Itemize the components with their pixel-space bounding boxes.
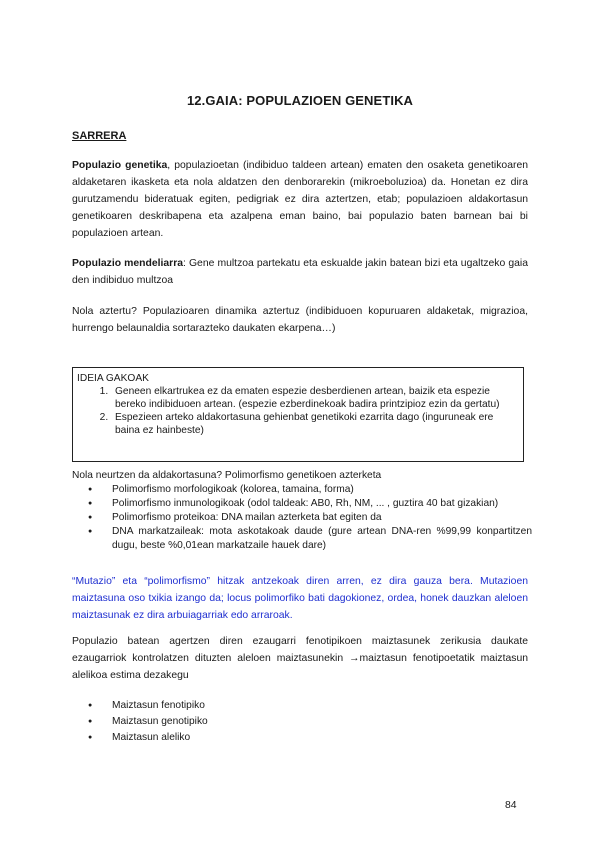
key-ideas-box	[72, 367, 524, 462]
paragraph-population-genetics	[72, 157, 528, 242]
list-item: ● Polimorfismo inmunologikoak (odol taldeak: AB0, Rh, NM, ... , guztira 40 bat gizakian)	[106, 497, 532, 511]
term-mendelian-population: Populazio mendeliarra	[72, 258, 184, 269]
paragraph-mendelian-population	[72, 255, 528, 289]
page-number: 84	[505, 800, 517, 811]
section-heading: SARRERA	[72, 130, 127, 142]
frequency-section	[72, 698, 532, 746]
polymorphism-list	[72, 483, 532, 553]
polymorphism-section	[72, 469, 532, 553]
paragraph-frequencies: Populazio batean agertzen diren ezaugarri fenotipikoen maiztasunek zerikusia daukate ezaugarriok kontrolatzen dituzten aleloen maiztasunekin →maiztasun fenotipoetatik maiztasun alelikoa estima dezakegu	[72, 636, 528, 681]
key-idea-item: 1. Geneen elkartrukea ez da ematen espezie desberdienen artean, baizik eta espezie bereko indibiduoen artean. (espezie ezberdinekoak badira printzipioz ezin da gertatu)	[111, 385, 517, 411]
list-item: ● Maiztasun genotipiko	[106, 714, 532, 730]
key-ideas-list	[77, 385, 517, 437]
list-item: ● Polimorfismo proteikoa: DNA mailan azterketa bat egiten da	[106, 511, 532, 525]
variability-question: Nola neurtzen da aldakortasuna? Polimorfismo genetikoen azterketa	[72, 470, 382, 481]
key-ideas-title: IDEIA GAKOAK	[77, 373, 149, 384]
list-item: ● Polimorfismo morfologikoak (kolorea, tamaina, forma)	[106, 483, 532, 497]
definition-mendelian-population: : Gene multzoa partekatu eta eskualde jakin batean bizi eta ugaltzeko gaia den indibiduo multzoa	[72, 258, 528, 286]
key-idea-item: 2. Espezieen arteko aldakortasuna gehienbat genetikoki ezarrita dago (inguruneak ere baina ez hainbeste)	[111, 411, 517, 437]
mutation-polymorphism-note: “Mutazio” eta “polimorfismo” hitzak antzekoak diren arren, ez dira gauza bera. Mutazioen maiztasuna oso txikia izango da; locus polimorfiko bati dagokionez, ordea, honek dauzkan aleloen maiztasunak ez dira arbuiagarriak edo arraroak.	[72, 576, 528, 621]
list-item: ● Maiztasun fenotipiko	[106, 698, 532, 714]
list-item: ● Maiztasun aleliko	[106, 730, 532, 746]
frequency-list	[72, 698, 532, 746]
paragraph-how-to-study: Nola aztertu? Populazioaren dinamika aztertuz (indibiduoen kopuruaren aldaketak, migrazioa, hurrengo belaunaldia sortarazteko daukaten ekarpena…)	[72, 306, 528, 334]
term-population-genetics: Populazio genetika	[72, 160, 168, 171]
list-item: ● DNA markatzaileak: mota askotakoak daude (gure artean DNA-ren %99,99 konpartitzen dugu, beste %0,01ean markatzaile hauek dare)	[106, 525, 532, 553]
definition-population-genetics: , populazioetan (indibiduo taldeen artean) ematen den osaketa genetikoaren aldaketaren ikasketa eta nola aldatzen den denborarekin (mikroeboluzioa) da. Honetan ez dira gurutzamendu bideratuak egiten, pedigriak ez dira aztertzen, etab; populazioen aldakortasun genetikoaren deskribapena eta azalpena eman baino, bai populazio baten barnean bai bi populazioen artean.	[72, 160, 528, 239]
page-title: 12.GAIA: POPULAZIOEN GENETIKA	[186, 93, 414, 108]
